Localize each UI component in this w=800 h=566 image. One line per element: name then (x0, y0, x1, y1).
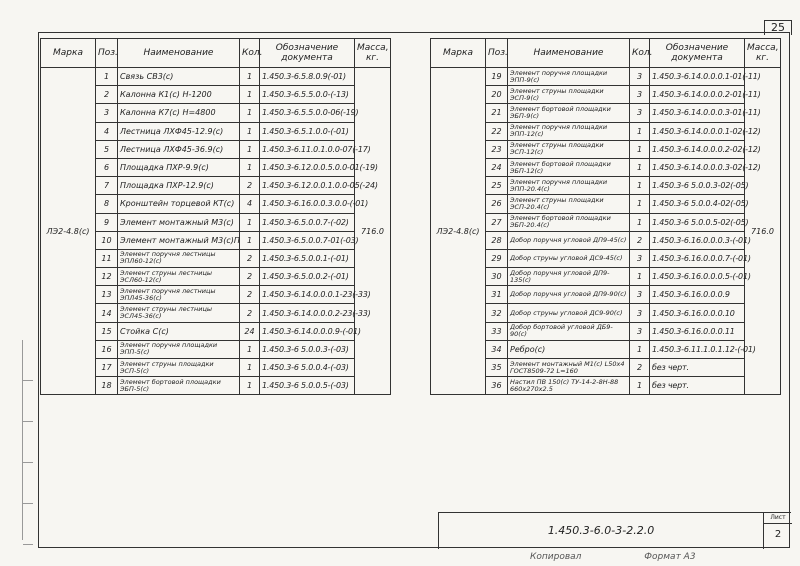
header-qty: Кол. (630, 39, 650, 68)
document-cell: 1.450.3-6.16.0.0.3.0.0-(-01) (260, 195, 355, 213)
quantity-cell: 1 (630, 213, 650, 231)
copied-by-label: Копировал (530, 552, 582, 562)
position-cell: 8 (96, 195, 118, 213)
position-cell: 2 (96, 86, 118, 104)
position-cell: 11 (96, 249, 118, 267)
name-cell: Добор поручня угловой ДП9-45(с) (508, 231, 630, 249)
position-cell: 28 (486, 231, 508, 249)
name-cell: Добор бортовой угловой ДБ9-90(с) (508, 322, 630, 340)
name-cell: Элемент бортовой площадки ЭБП-12(с) (508, 158, 630, 176)
document-cell: 1.450.3-6.14.0.0.0.2-23(-33) (260, 304, 355, 322)
quantity-cell: 3 (630, 68, 650, 86)
quantity-cell: 3 (630, 304, 650, 322)
name-cell: Элемент струны площадки ЭСП-9(с) (508, 86, 630, 104)
name-cell: Добор струны угловой ДС9-45(с) (508, 249, 630, 267)
document-cell: 1.450.3-6.16.0.0.0.9 (650, 286, 745, 304)
quantity-cell: 3 (630, 286, 650, 304)
position-cell: 12 (96, 268, 118, 286)
binding-margin-strip (22, 340, 33, 540)
name-cell: Ребро(с) (508, 340, 630, 358)
name-cell: Добор струны угловой ДС9-90(с) (508, 304, 630, 322)
name-cell: Элемент струны площадки ЭСП-5(с) (118, 359, 240, 377)
document-cell: 1.450.3-6.16.0.0.0.7-(-01) (650, 249, 745, 267)
quantity-cell: 3 (630, 249, 650, 267)
quantity-cell: 2 (630, 231, 650, 249)
right-table-body (431, 68, 781, 395)
position-cell: 17 (96, 359, 118, 377)
sheet-label: Лист (764, 513, 792, 524)
document-cell: 1.450.3-6 5.0.0.3-(-03) (260, 340, 355, 358)
position-cell: 29 (486, 249, 508, 267)
quantity-cell: 1 (240, 377, 260, 395)
page-number: 25 (764, 20, 792, 35)
name-cell: Связь СВ3(с) (118, 68, 240, 86)
header-mass: Масса, кг. (745, 39, 781, 68)
document-cell: 1.450.3-6.12.0.0.5.0.0-01(-19) (260, 158, 355, 176)
header-qty: Кол. (240, 39, 260, 68)
position-cell: 13 (96, 286, 118, 304)
document-cell: 1.450.3-6 5.0.0.5-(-03) (260, 377, 355, 395)
document-cell: 1.450.3-6.16.0.0.0.5-(-01) (650, 268, 745, 286)
document-cell: 1.450.3-6.5.5.0.0-06(-19) (260, 104, 355, 122)
quantity-cell: 1 (240, 359, 260, 377)
quantity-cell: 2 (240, 304, 260, 322)
name-cell: Элемент струны лестницы ЭСЛ45-36(с) (118, 304, 240, 322)
specification-table-left (40, 38, 391, 395)
name-cell: Элемент струны площадки ЭСП-12(с) (508, 140, 630, 158)
document-cell: 1.450.3-6.5.0.0.7-(-02) (260, 213, 355, 231)
position-cell: 27 (486, 213, 508, 231)
document-cell: 1.450.3-6 5.0.0.4-(-03) (260, 359, 355, 377)
document-cell: 1.450.3-6.11.1.0.1.12-(-01) (650, 340, 745, 358)
name-cell: Добор поручня угловой ДП9-135(с) (508, 268, 630, 286)
name-cell: Элемент поручня площадки ЭПП-9(с) (508, 68, 630, 86)
position-cell: 3 (96, 104, 118, 122)
document-cell: без черт. (650, 359, 745, 377)
header-name: Наименование (508, 39, 630, 68)
position-cell: 25 (486, 177, 508, 195)
document-cell: 1.450.3-6 5.0.0.5-02(-05) (650, 213, 745, 231)
quantity-cell: 1 (240, 104, 260, 122)
name-cell: Элемент поручня лестницы ЭПЛ45-36(с) (118, 286, 240, 304)
quantity-cell: 1 (630, 140, 650, 158)
name-cell: Кронштейн торцевой КТ(с) (118, 195, 240, 213)
position-cell: 19 (486, 68, 508, 86)
document-cell: без черт. (650, 377, 745, 395)
position-cell: 21 (486, 104, 508, 122)
quantity-cell: 1 (240, 68, 260, 86)
document-cell: 1.450.3-6.14.0.0.0.1-23(-33) (260, 286, 355, 304)
name-cell: Элемент поручня площадки ЭПП-5(с) (118, 340, 240, 358)
quantity-cell: 24 (240, 322, 260, 340)
position-cell: 30 (486, 268, 508, 286)
quantity-cell: 2 (630, 359, 650, 377)
quantity-cell: 1 (240, 213, 260, 231)
name-cell: Элемент бортовой площадки ЭБП-9(с) (508, 104, 630, 122)
position-cell: 34 (486, 340, 508, 358)
position-cell: 23 (486, 140, 508, 158)
position-cell: 1 (96, 68, 118, 86)
quantity-cell: 1 (240, 231, 260, 249)
quantity-cell: 3 (630, 86, 650, 104)
name-cell: Элемент монтажный М3(с)П (118, 231, 240, 249)
title-block (438, 512, 791, 549)
document-cell: 1.450.3-6.14.0.0.0.2-01(-11) (650, 86, 745, 104)
quantity-cell: 2 (240, 249, 260, 267)
header-doc: Обозначение документа (260, 39, 355, 68)
position-cell: 16 (96, 340, 118, 358)
document-cell: 1.450.3-6.14.0.0.0.9-(-01) (260, 322, 355, 340)
name-cell: Калонна К1(с) Н-1200 (118, 86, 240, 104)
position-cell: 7 (96, 177, 118, 195)
name-cell: Лестница ЛХФ45-36.9(с) (118, 140, 240, 158)
mass-cell: 716.0 (355, 68, 391, 395)
quantity-cell: 1 (630, 195, 650, 213)
name-cell: Настил ПВ 150(с) ТУ-14-2-8Н-88 660х270х2.5 (508, 377, 630, 395)
document-cell: 1.450.3-6.14.0.0.0.3-02(-12) (650, 158, 745, 176)
header-pos: Поз. (96, 39, 118, 68)
position-cell: 31 (486, 286, 508, 304)
document-code: 1.450.3-6.0-3-2.2.0 (547, 524, 655, 537)
header-mark: Марка (41, 39, 96, 68)
quantity-cell: 1 (240, 340, 260, 358)
quantity-cell: 1 (240, 140, 260, 158)
document-cell: 1.450.3-6.14.0.0.0.3-01(-11) (650, 104, 745, 122)
document-cell: 1.450.3-6.16.0.0.0.10 (650, 304, 745, 322)
document-cell: 1.450.3-6.14.0.0.0.1-02(-12) (650, 122, 745, 140)
table-row (431, 68, 781, 86)
name-cell: Добор поручня угловой ДП9-90(с) (508, 286, 630, 304)
position-cell: 22 (486, 122, 508, 140)
position-cell: 18 (96, 377, 118, 395)
name-cell: Площадка ПХР-9.9(с) (118, 158, 240, 176)
quantity-cell: 4 (240, 195, 260, 213)
name-cell: Элемент бортовой площадки ЭБП-20.4(с) (508, 213, 630, 231)
name-cell: Элемент бортовой площадки ЭБП-5(с) (118, 377, 240, 395)
name-cell: Элемент монтажный М3(с) (118, 213, 240, 231)
position-cell: 33 (486, 322, 508, 340)
name-cell: Элемент поручня площадки ЭПП-12(с) (508, 122, 630, 140)
position-cell: 36 (486, 377, 508, 395)
position-cell: 9 (96, 213, 118, 231)
position-cell: 26 (486, 195, 508, 213)
position-cell: 20 (486, 86, 508, 104)
document-cell: 1.450.3-6.12.0.0.1.0.0-05(-24) (260, 177, 355, 195)
name-cell: Элемент струны лестницы ЭСЛ60-12(с) (118, 268, 240, 286)
position-cell: 5 (96, 140, 118, 158)
position-cell: 14 (96, 304, 118, 322)
document-cell: 1.450.3-6.5.0.0.1-(-01) (260, 249, 355, 267)
name-cell: Элемент поручня площадки ЭПП-20.4(с) (508, 177, 630, 195)
document-cell: 1.450.3-6 5.0.0.4-02(-05) (650, 195, 745, 213)
name-cell: Калонна К7(с) Н=4800 (118, 104, 240, 122)
header-pos: Поз. (486, 39, 508, 68)
header-mark: Марка (431, 39, 486, 68)
header-mass: Масса, кг. (355, 39, 391, 68)
quantity-cell: 1 (630, 158, 650, 176)
document-cell: 1.450.3-6.5.5.0.0-(-13) (260, 86, 355, 104)
document-cell: 1.450.3-6.16.0.0.0.11 (650, 322, 745, 340)
document-cell: 1.450.3-6.14.0.0.0.1-01(-11) (650, 68, 745, 86)
document-cell: 1.450.3-6.5.0.0.7-01(-03) (260, 231, 355, 249)
document-cell: 1.450.3-6.5.1.0.0-(-01) (260, 122, 355, 140)
document-cell: 1.450.3-6.14.0.0.0.2-02(-12) (650, 140, 745, 158)
header-doc: Обозначение документа (650, 39, 745, 68)
name-cell: Площадка ПХР-12.9(с) (118, 177, 240, 195)
name-cell: Стойка С(с) (118, 322, 240, 340)
format-label: Формат А3 (644, 552, 696, 562)
header-name: Наименование (118, 39, 240, 68)
position-cell: 35 (486, 359, 508, 377)
quantity-cell: 3 (630, 322, 650, 340)
mass-cell: 716.0 (745, 68, 781, 395)
quantity-cell: 2 (240, 177, 260, 195)
mark-cell: ЛЭ2-4.8(c) (431, 68, 486, 395)
quantity-cell: 1 (630, 122, 650, 140)
mark-cell: ЛЭ2-4.8(c) (41, 68, 96, 395)
name-cell: Лестница ЛХФ45-12.9(с) (118, 122, 240, 140)
quantity-cell: 1 (240, 158, 260, 176)
name-cell: Элемент струны площадки ЭСП-20.4(с) (508, 195, 630, 213)
sheet-number: 2 (774, 529, 782, 540)
quantity-cell: 1 (630, 177, 650, 195)
document-cell: 1.450.3-6.16.0.0.0.3-(-01) (650, 231, 745, 249)
table-row (41, 68, 391, 86)
quantity-cell: 3 (630, 104, 650, 122)
footer (530, 552, 696, 562)
quantity-cell: 1 (630, 268, 650, 286)
quantity-cell: 2 (240, 268, 260, 286)
position-cell: 24 (486, 158, 508, 176)
document-cell: 1.450.3-6.11.0.1.0.0-07(-17) (260, 140, 355, 158)
quantity-cell: 1 (240, 86, 260, 104)
sheet-cell (763, 513, 792, 549)
position-cell: 10 (96, 231, 118, 249)
name-cell: Элемент монтажный М1(с) L50х4 ГОСТ8509-72 L=160 (508, 359, 630, 377)
name-cell: Элемент поручня лестницы ЭПЛ60-12(с) (118, 249, 240, 267)
quantity-cell: 1 (240, 122, 260, 140)
position-cell: 32 (486, 304, 508, 322)
document-cell: 1.450.3-6.5.0.0.2-(-01) (260, 268, 355, 286)
position-cell: 4 (96, 122, 118, 140)
quantity-cell: 1 (630, 340, 650, 358)
document-cell: 1.450.3-6 5.0.0.3-02(-05) (650, 177, 745, 195)
quantity-cell: 1 (630, 377, 650, 395)
position-cell: 6 (96, 158, 118, 176)
quantity-cell: 2 (240, 286, 260, 304)
position-cell: 15 (96, 322, 118, 340)
specification-table-right (430, 38, 781, 395)
left-table-body (41, 68, 391, 395)
document-cell: 1.450.3-6.5.8.0.9(-01) (260, 68, 355, 86)
